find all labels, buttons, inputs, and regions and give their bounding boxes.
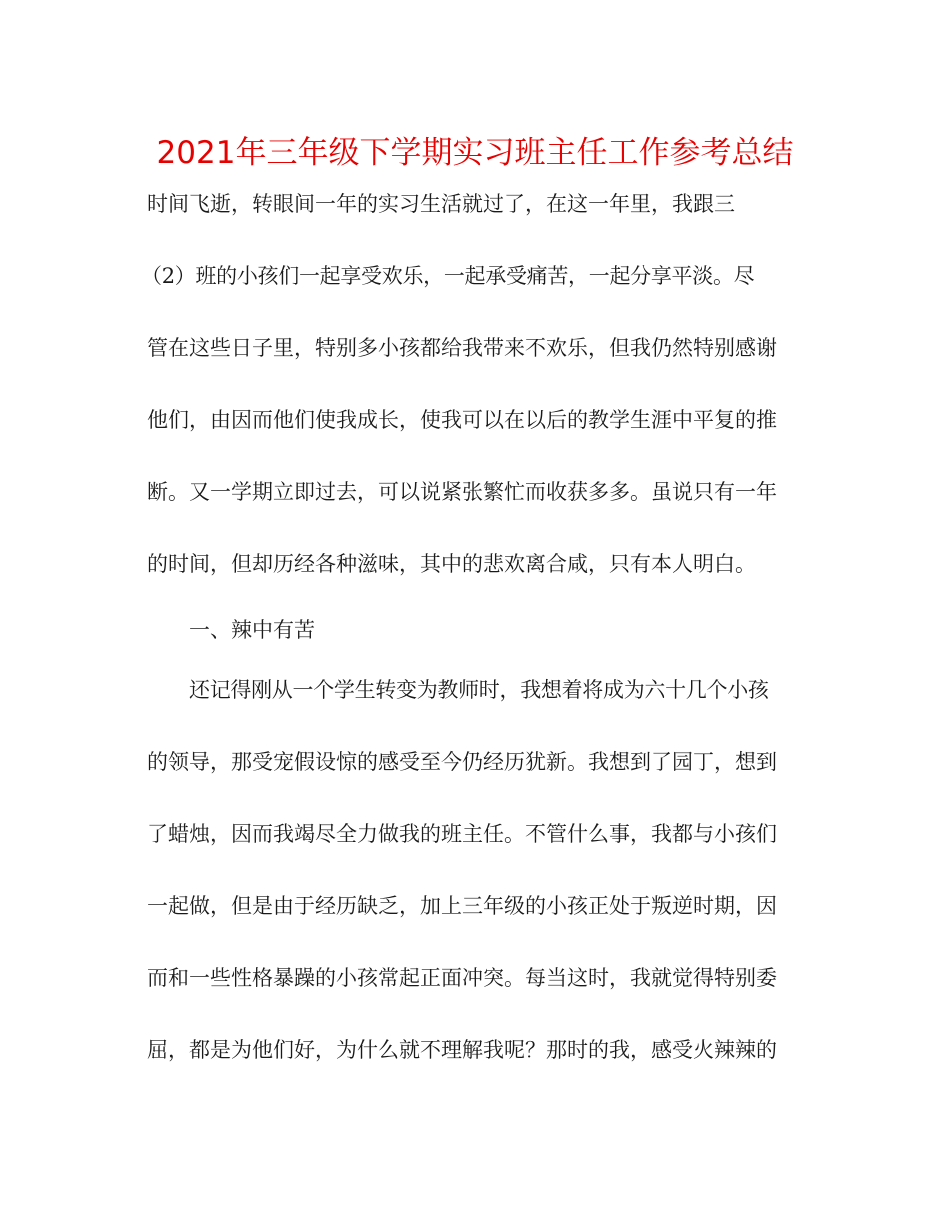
- paragraph-line: 他们，由因而他们使我成长，使我可以在以后的教学生涯中平复的推: [147, 408, 777, 432]
- paragraph-line: 而和一些性格暴躁的小孩常起正面冲突。每当这时，我就觉得特别委: [147, 966, 777, 990]
- paragraph-line: 了蜡烛，因而我竭尽全力做我的班主任。不管什么事，我都与小孩们: [147, 822, 777, 846]
- paragraph-line: 管在这些日子里，特别多小孩都给我带来不欢乐，但我仍然特别感谢: [147, 336, 777, 360]
- document-title: 2021年三年级下学期实习班主任工作参考总结: [156, 135, 794, 171]
- section-heading: 一、辣中有苦: [189, 618, 315, 642]
- paragraph-line: 的领导，那受宠假设惊的感受至今仍经历犹新。我想到了园丁，想到: [147, 750, 777, 774]
- paragraph-line: 还记得刚从一个学生转变为教师时，我想着将成为六十几个小孩: [189, 678, 769, 702]
- paragraph-line: 的时间，但却历经各种滋味，其中的悲欢离合咸，只有本人明白。: [147, 552, 756, 576]
- paragraph-line: 一起做，但是由于经历缺乏，加上三年级的小孩正处于叛逆时期，因: [147, 894, 777, 918]
- paragraph-line: 时间飞逝，转眼间一年的实习生活就过了，在这一年里，我跟三: [147, 192, 735, 216]
- paragraph-line: （2）班的小孩们一起享受欢乐，一起承受痛苦，一起分享平淡。尽: [141, 264, 755, 288]
- paragraph-line: 断。又一学期立即过去，可以说紧张繁忙而收获多多。虽说只有一年: [147, 480, 777, 504]
- paragraph-line: 屈，都是为他们好，为什么就不理解我呢？那时的我，感受火辣辣的: [147, 1038, 777, 1062]
